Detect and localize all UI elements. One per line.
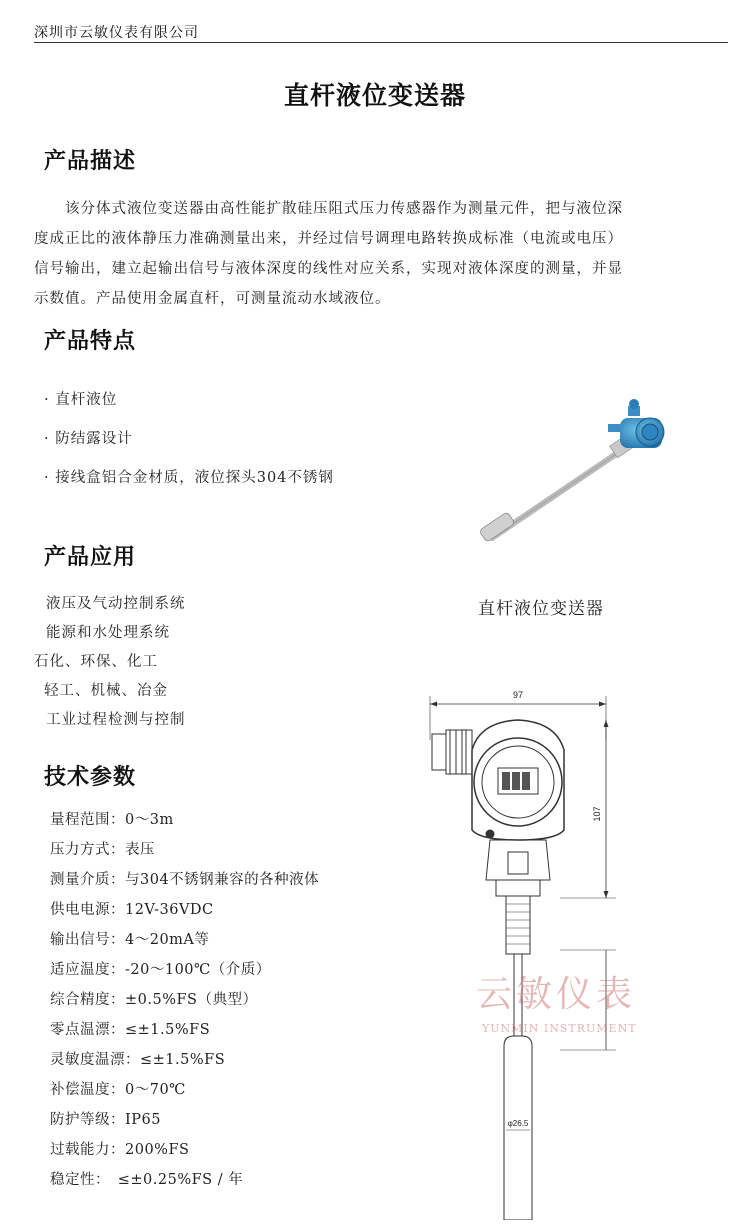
description-line: 度成正比的液体静压力准确测量出来，并经过信号调理电路转换成标准（电流或电压） (34, 231, 623, 247)
feature-item: · 接线盒铝合金材质，液位探头304不锈钢 (44, 470, 334, 486)
spec-item: 防护等级：IP65 (50, 1112, 161, 1128)
description-line: 该分体式液位变送器由高性能扩散硅压阻式压力传感器作为测量元件，把与液位深 (34, 201, 623, 217)
spec-item: 零点温漂：≤±1.5%FS (50, 1022, 211, 1038)
spec-item: 过载能力：200%FS (50, 1142, 190, 1158)
section-heading-specs: 技术参数 (44, 765, 137, 790)
spec-item: 测量介质：与304不锈钢兼容的各种液体 (50, 872, 320, 888)
feature-item: · 直杆液位 (44, 392, 118, 408)
description-line: 信号输出，建立起输出信号与液体深度的线性对应关系，实现对液体深度的测量，并显 (34, 261, 623, 277)
application-item: 轻工、机械、冶金 (44, 683, 168, 699)
description-text (34, 194, 634, 314)
spec-item: 压力方式：表压 (50, 842, 155, 858)
application-item: 工业过程检测与控制 (46, 712, 186, 728)
spec-item: 适应温度：-20～100℃（介质） (50, 962, 271, 978)
spec-item: 供电电源：12V-36VDC (50, 902, 214, 918)
spec-item: 稳定性： ≤±0.25%FS / 年 (50, 1172, 244, 1188)
section-heading-applications: 产品应用 (44, 545, 137, 570)
application-item: 液压及气动控制系统 (46, 596, 186, 612)
company-name: 深圳市云敏仪表有限公司 (34, 25, 199, 41)
header-divider (34, 42, 728, 43)
height-dimension-label: 107 (592, 806, 602, 822)
section-heading-description: 产品描述 (44, 149, 137, 174)
section-heading-features: 产品特点 (44, 329, 137, 354)
spec-item: 输出信号：4～20mA等 (50, 932, 210, 948)
spec-item: 灵敏度温漂：≤±1.5%FS (50, 1052, 226, 1068)
width-dimension-label: 97 (512, 690, 524, 700)
spec-item: 补偿温度：0～70℃ (50, 1082, 186, 1098)
description-line: 示数值。产品使用金属直杆，可测量流动水域液位。 (34, 291, 391, 307)
spec-item: 综合精度：±0.5%FS（典型） (50, 992, 258, 1008)
product-photo (470, 392, 680, 557)
feature-item: · 防结露设计 (44, 431, 133, 447)
application-item: 能源和水处理系统 (46, 625, 170, 641)
spec-item: 量程范围：0～3m (50, 812, 174, 828)
dimension-drawing (410, 680, 630, 1220)
product-caption: 直杆液位变送器 (478, 599, 604, 619)
watermark: 云敏仪表 (476, 974, 637, 1015)
watermark-subtitle: YUNMIN INSTRUMENT (482, 1022, 637, 1035)
page-title: 直杆液位变送器 (283, 81, 466, 110)
diameter-label: φ26.5 (507, 1119, 529, 1128)
application-item: 石化、环保、化工 (34, 654, 158, 670)
